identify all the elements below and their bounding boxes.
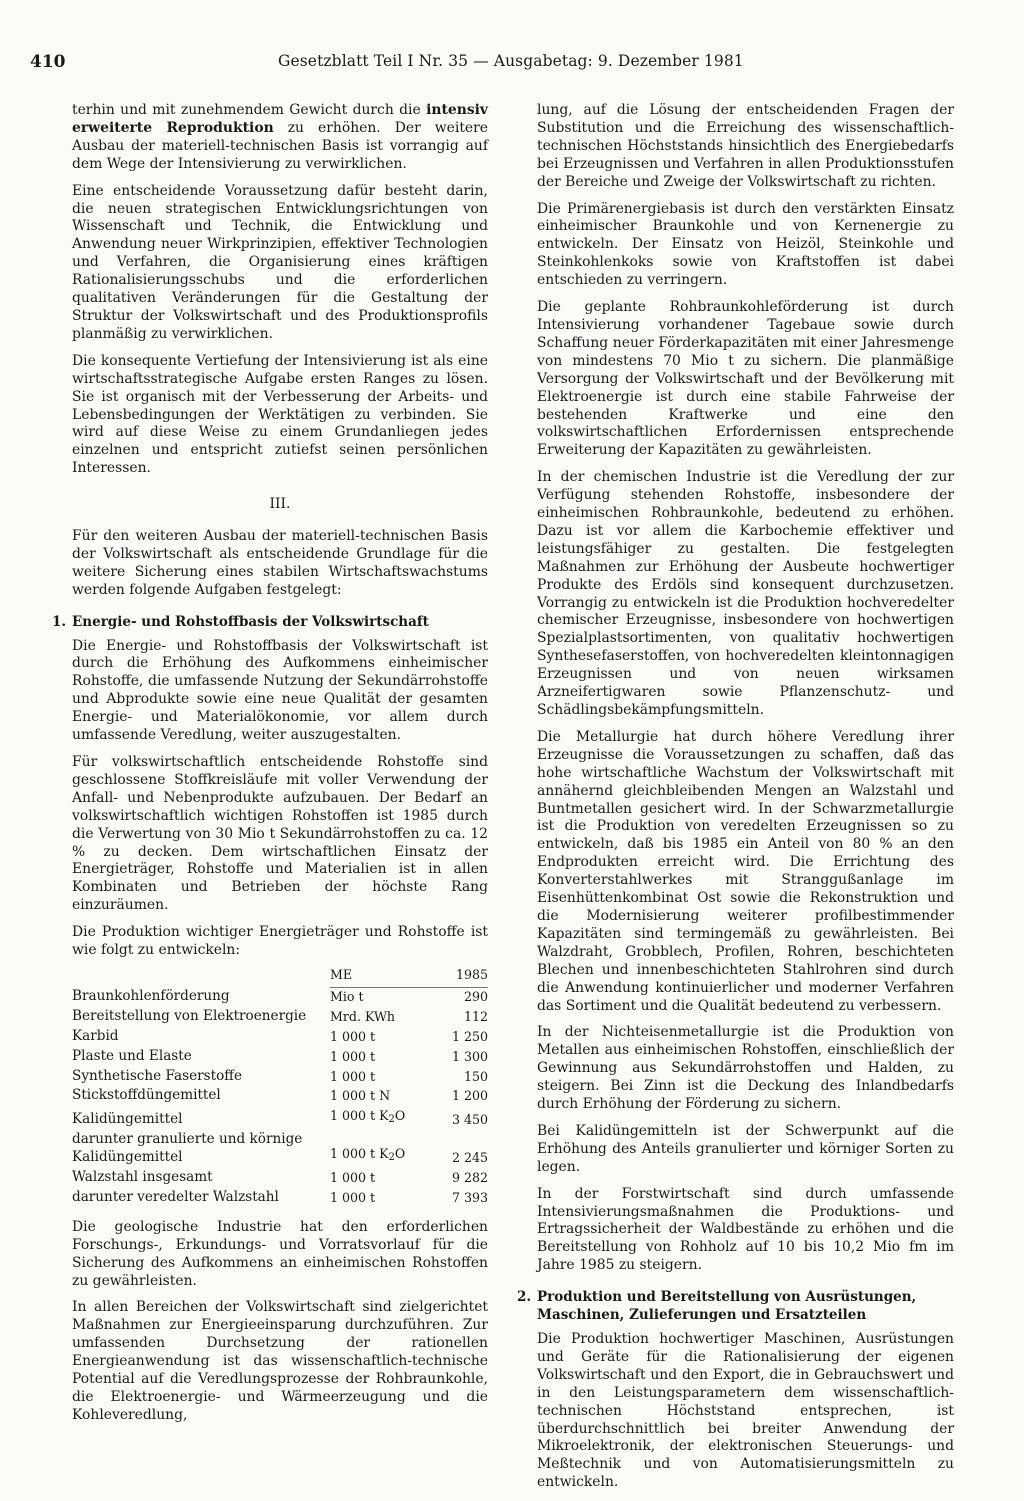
- item-heading-1: [52, 613, 488, 632]
- page-number: 410: [30, 52, 66, 72]
- row-value-1985: 112: [463, 1008, 488, 1024]
- row-value-1985: 1 250: [451, 1028, 488, 1044]
- unit-text: 1 000 t: [330, 1028, 376, 1044]
- paragraph: In der Forstwirtschaft sind durch umfassende Intensivierungsmaßnahmen die Produktions- und Ertragssicherheit der Waldbestände zu erhöhen und die Bereitstellung von Rohholz auf 10 bis 10,2 Mio fm im Jahre 1985 zu steigern.: [537, 1185, 954, 1274]
- table-row: [72, 1068, 488, 1088]
- paragraph: Die Primärenergiebasis ist durch den verstärkten Einsatz einheimischer Braunkohle und von Kernenergie zu entwickeln. Der Einsatz von Heizöl, Steinkohle und Steinkohlenkoks sowie von Kraftstoffen ist dabei entschieden zu verringern.: [537, 200, 954, 289]
- unit-text: 1 000 t: [330, 1048, 376, 1064]
- row-label: Kalidüngemittel: [72, 1111, 183, 1128]
- unit-text: 1 000 t K: [330, 1108, 389, 1124]
- row-value-1985: 3 450: [451, 1112, 488, 1128]
- row-unit: [330, 1008, 422, 1028]
- table-row: [72, 987, 488, 1007]
- row-value-1985: 150: [463, 1068, 488, 1084]
- production-table: [72, 966, 488, 1209]
- unit-suffix: O: [394, 1146, 406, 1162]
- paragraph: Die Produktion hochwertiger Maschinen, Ausrüstungen und Geräte für die Rationalisierung der eigenen Volkswirtschaft und den Export, die in Gebrauchswert und in den Leistungsparametern dem wissenschaftlich-technischen Höchststand entsprechen, ist überdurchschnittlich bei breiter Anwendung der Mikroelektronik, der elektronischen Steuerungs- und Meßtechnik und von Automatisierungsmitteln zu entwickeln.: [537, 1331, 954, 1491]
- row-value-1985: 9 282: [451, 1170, 488, 1186]
- table-header-year: 1985: [422, 966, 488, 987]
- left-column: [52, 102, 488, 1434]
- row-label: Synthetische Faserstoffe: [72, 1067, 242, 1084]
- unit-text: Mio t: [330, 988, 364, 1004]
- item-number: 1.: [52, 613, 67, 630]
- unit-suffix: O: [394, 1108, 406, 1124]
- row-label: Stickstoffdüngemittel: [72, 1087, 221, 1104]
- paragraph: [72, 102, 488, 174]
- row-label: darunter veredelter Walzstahl: [72, 1188, 279, 1205]
- table-header-unit: ME: [330, 966, 422, 987]
- paragraph: lung, auf die Lösung der entscheidenden Fragen der Substitution und die Erreichung des wissenschaftlich-technischen Höchststands hinsichtlich des Energiebedarfs bei Erzeugnissen und Verfahren in allen Produktionsstufen der Bereiche und Zweige der Volkswirtschaft zu richten.: [537, 102, 954, 190]
- row-label: Karbid: [72, 1027, 119, 1044]
- row-unit: [330, 1131, 422, 1169]
- row-unit: [330, 1169, 422, 1189]
- paragraph: In allen Bereichen der Volkswirtschaft sind zielgerichtet Maßnahmen zur Energieeinsparung durchzuführen. Zur umfassenden Durchsetzung der rationellen Energieanwendung ist das wissenschaftlich-technische Potential auf die Veredlungsprozesse der Rohbraunkohle, die Elektroenergie- und Wärmeerzeugung und die Kohleveredlung,: [72, 1299, 488, 1423]
- row-unit: [330, 1107, 422, 1131]
- row-label: Plaste und Elaste: [72, 1047, 192, 1064]
- item-number: 2.: [517, 1289, 532, 1306]
- table-row: [72, 1189, 488, 1209]
- unit-text: 1 000 t K: [330, 1146, 389, 1162]
- table-row: [72, 1169, 488, 1189]
- row-value-1985: 7 393: [451, 1189, 488, 1205]
- table-header-empty: [72, 966, 330, 987]
- row-value-1985: 2 245: [451, 1150, 488, 1166]
- unit-text: Mrd. KWh: [330, 1008, 395, 1024]
- paragraph: Eine entscheidende Voraussetzung dafür besteht darin, die neuen strategischen Entwicklungsrichtungen von Wissenschaft und Technik, die Entwicklung und Anwendung neuer Wirkprinzipien, effektiver Technologien und Verfahren, die Organisierung eines kräftigen Rationalisierungsschubs und die erforderlichen qualitativen Veränderungen für die Gestaltung der Struktur der Volkswirtschaft und des Produktionsprofils planmäßig zu verwirklichen.: [72, 182, 488, 342]
- text-run: zu erhöhen. Der weitere Ausbau der materiell-technischen Basis ist vorrangig auf dem Wege der Intensivierung zu verwirklichen.: [72, 119, 488, 172]
- paragraph: In der chemischen Industrie ist die Veredlung der zur Verfügung stehenden Rohstoffe, insbesondere der einheimischen Rohbraunkohle, bedeutend zu erhöhen. Dazu ist vor allem die Karbochemie effektiver und leistungsfähiger zu gestalten. Die festgelegten Maßnahmen zur Erhöhung der Ausbeute hochwertiger Produkte des Erdöls sind konsequent durchzusetzen. Vorrangig zu entwickeln ist die Produktion hochveredelter chemischer Erzeugnisse, insbesondere von hochwertigen Spezialplastsortimenten, von qualitativ hochwertigen Synthesefaserstoffen, von hochveredelten kleintonnagigen Erzeugnissen und von neuen wirksamen Arzneifertigwaren sowie Pflanzenschutz- und Schädlingsbekämpfungsmitteln.: [537, 469, 954, 718]
- right-column: [517, 102, 954, 1501]
- table-row: [72, 1028, 488, 1048]
- unit-text: 1 000 t: [330, 1189, 376, 1205]
- paragraph: Die konsequente Vertiefung der Intensivierung ist als eine wirtschaftsstrategische Aufgabe ersten Ranges zu lösen. Sie ist organisch mit der Verbesserung der Arbeits- und Lebensbedingungen der Werktätigen zu verbinden. Sie wird auf diese Weise zu einem Grundanliegen jedes einzelnen und entspricht zutiefst seinen persönlichen Interessen.: [72, 352, 488, 477]
- text-run: terhin und mit zunehmendem Gewicht durch die: [72, 102, 427, 118]
- row-unit: [330, 1028, 422, 1048]
- table-row: [72, 1131, 488, 1169]
- row-unit: [330, 1087, 422, 1107]
- paragraph: Die Produktion wichtiger Energieträger und Rohstoffe ist wie folgt zu entwickeln:: [72, 924, 488, 959]
- page-header: [30, 52, 994, 78]
- item-title: Energie- und Rohstoffbasis der Volkswirtschaft: [72, 613, 429, 630]
- unit-text: 1 000 t: [330, 1068, 376, 1084]
- table-row: [72, 1087, 488, 1107]
- item-heading-2: [517, 1289, 954, 1325]
- paragraph: Die Energie- und Rohstoffbasis der Volkswirtschaft ist durch die Erhöhung des Aufkommens einheimischer Rohstoffe, die umfassende Nutzung der Sekundärrohstoffe und Abprodukte sowie eine neue Qualität der gesamten Energie- und Materialökonomie, vor allem durch umfassende Veredlung, weiter auszugestalten.: [72, 637, 488, 744]
- unit-text: 1 000 t N: [330, 1088, 391, 1104]
- row-unit: [330, 987, 422, 1007]
- table-row: [72, 1048, 488, 1068]
- row-label: Walzstahl insgesamt: [72, 1169, 213, 1186]
- paragraph: Bei Kalidüngemitteln ist der Schwerpunkt auf die Erhöhung des Anteils granulierter und körniger Sorten zu legen.: [537, 1122, 954, 1175]
- paragraph: Die geplante Rohbraunkohleförderung ist durch Intensivierung vorhandener Tagebaue sowie durch Schaffung neuer Förderkapazitäten mit einer Jahresmenge von mindestens 70 Mio t zu sichern. Die planmäßige Versorgung der Volkswirtschaft und der Bevölkerung mit Elektroenergie ist durch eine stabile Fahrweise der bestehenden Kraftwerke und eine den volkswirtschaftlichen Erfordernissen entsprechende Erweiterung der Kapazitäten zu gewährleisten.: [537, 299, 954, 459]
- paragraph: Für volkswirtschaftlich entscheidende Rohstoffe sind geschlossene Stoffkreisläufe mit voller Verwendung der Anfall- und Nebenprodukte aufzubauen. Der Bedarf an volkswirtschaftlich wichtigen Rohstoffen ist 1985 durch die Verwertung von 30 Mio t Sekundärrohstoffen zu ca. 12 % zu decken. Dem wirtschaftlichen Einsatz der Energieträger, Rohstoffe und Materialien ist in allen Kombinaten und Betrieben der höchste Rang einzuräumen.: [72, 754, 488, 914]
- unit-subscript: 2: [388, 1152, 395, 1164]
- item-title: Produktion und Bereitstellung von Ausrüstungen, Maschinen, Zulieferungen und Ersatzteilen: [537, 1289, 917, 1324]
- table-row: [72, 1008, 488, 1028]
- row-unit: [330, 1068, 422, 1088]
- table-row: [72, 1107, 488, 1131]
- running-head: Gesetzblatt Teil I Nr. 35 — Ausgabetag: 9. Dezember 1981: [278, 52, 744, 70]
- unit-subscript: 2: [388, 1114, 395, 1126]
- table-header-row: [72, 966, 488, 987]
- row-value-1985: 1 300: [451, 1048, 488, 1064]
- paragraph: Für den weiteren Ausbau der materiell-technischen Basis der Volkswirtschaft als entscheidende Grundlage für die weitere Sicherung eines stabilen Wirtschaftswachstums werden folgende Aufgaben festgelegt:: [72, 528, 488, 598]
- unit-text: 1 000 t: [330, 1170, 376, 1186]
- row-unit: [330, 1189, 422, 1209]
- row-unit: [330, 1048, 422, 1068]
- bold-term: intensiv erweiterte Reproduktion: [72, 102, 488, 136]
- paragraph: In der Nichteisenmetallurgie ist die Produktion von Metallen aus einheimischen Rohstoffen, einschließlich der Gewinnung aus Sekundärrohstoffen und Halden, zu steigern. Bei Zinn ist die Deckung des Inlandbedarfs durch Erhöhung der Förderung zu sichern.: [537, 1024, 954, 1113]
- row-value-1985: 290: [463, 988, 488, 1004]
- row-value-1985: 1 200: [451, 1088, 488, 1104]
- row-label: Bereitstellung von Elektroenergie: [72, 1007, 307, 1024]
- paragraph: Die geologische Industrie hat den erforderlichen Forschungs-, Erkundungs- und Vorratsvorlauf für die Sicherung des Aufkommens an einheimischen Rohstoffen zu gewährleisten.: [72, 1218, 488, 1289]
- paragraph: Die Metallurgie hat durch höhere Veredlung ihrer Erzeugnisse die Voraussetzungen zu schaffen, daß das hohe wirtschaftliche Wachstum der Volkswirtschaft mit annähernd gleichbleibenden Mengen an Walzstahl und Buntmetallen gesichert wird. In der Schwarzmetallurgie ist die Produktion von veredelten Erzeugnissen so zu entwickeln, daß bis 1985 ein Anteil von 80 % an den Endprodukten erreicht wird. Die Errichtung des Konverterstahlwerkes mit Stranggußanlage im Eisenhüttenkombinat Ost sowie die Rekonstruktion und die Modernisierung weiterer profilbestimmender Kapazitäten sind termingemäß zu gewährleisten. Bei Walzdraht, Grobblech, Profilen, Rohren, beschichteten Blechen und innenbeschichteten Stahlrohren sind durch die Anwendung kontinuierlicher und moderner Verfahren das Sortiment und die Qualität bedeutend zu verbessern.: [537, 728, 954, 1014]
- row-label: Braunkohlenförderung: [72, 987, 230, 1004]
- section-number: III.: [269, 496, 291, 513]
- row-label: darunter granulierte und körnige Kalidüngemittel: [72, 1131, 303, 1166]
